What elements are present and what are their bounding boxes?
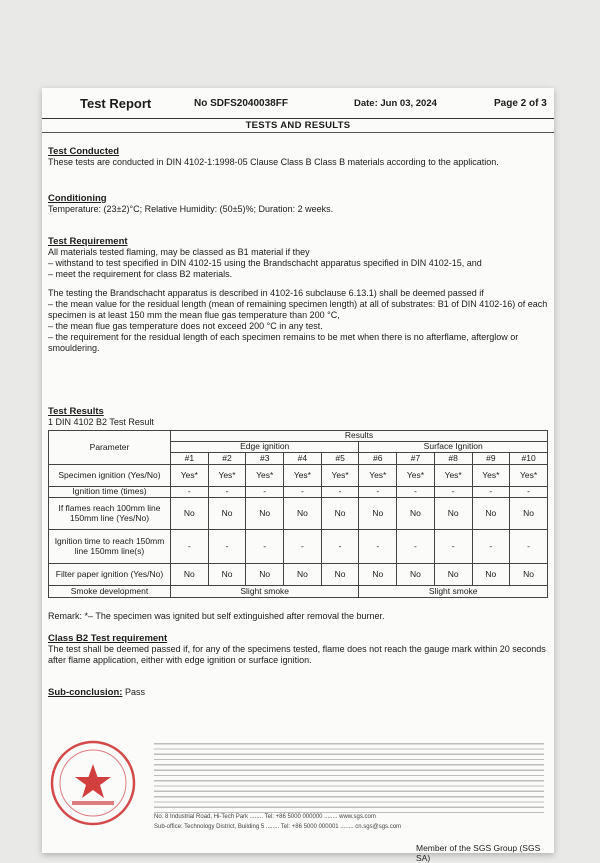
- company-name: Member of the SGS Group (SGS SA): [416, 843, 541, 863]
- result-cell: No: [246, 564, 284, 586]
- specimen-header: #10: [510, 453, 548, 465]
- result-cell: -: [284, 530, 322, 564]
- result-cell: -: [434, 530, 472, 564]
- result-cell: Yes*: [321, 465, 359, 487]
- smoke-edge-cell: Slight smoke: [171, 586, 359, 598]
- test-conducted-section: [48, 146, 548, 168]
- param-cell: If flames reach 100mm line 150mm line (Yes/No): [49, 498, 171, 530]
- contact-info: [154, 812, 549, 832]
- specimen-header: #4: [284, 453, 322, 465]
- conditioning-section: [48, 193, 548, 215]
- result-cell: -: [321, 530, 359, 564]
- result-cell: No: [472, 498, 510, 530]
- result-cell: -: [246, 530, 284, 564]
- result-cell: No: [472, 564, 510, 586]
- report-title: Test Report: [80, 96, 152, 111]
- test-results-heading: [48, 406, 548, 428]
- result-cell: -: [510, 530, 548, 564]
- result-cell: -: [171, 487, 209, 498]
- section-title: Class B2 Test requirement: [48, 633, 168, 644]
- table-row: [49, 465, 548, 487]
- specimen-header: #5: [321, 453, 359, 465]
- result-cell: Yes*: [246, 465, 284, 487]
- result-cell: -: [397, 487, 435, 498]
- result-cell: -: [397, 530, 435, 564]
- result-cell: Yes*: [359, 465, 397, 487]
- param-cell: Specimen ignition (Yes/No): [49, 465, 171, 487]
- page-number: Page 2 of 3: [494, 98, 547, 109]
- param-cell: Ignition time to reach 150mm line 150mm line(s): [49, 530, 171, 564]
- specimen-header: #3: [246, 453, 284, 465]
- requirement-line: The testing the Brandschacht apparatus is described in 4102-16 subclause 6.13.1) shall be deemed passed if: [48, 288, 484, 298]
- result-cell: -: [510, 487, 548, 498]
- table-row: [49, 530, 548, 564]
- edge-ignition-header: Edge ignition: [171, 442, 359, 453]
- result-cell: No: [321, 564, 359, 586]
- result-cell: -: [434, 487, 472, 498]
- result-cell: -: [208, 530, 246, 564]
- result-cell: No: [359, 498, 397, 530]
- param-cell: Smoke development: [49, 586, 171, 598]
- result-cell: Yes*: [434, 465, 472, 487]
- result-cell: No: [246, 498, 284, 530]
- result-cell: -: [359, 487, 397, 498]
- result-cell: No: [171, 564, 209, 586]
- class-b2-requirement-section: [48, 633, 548, 666]
- section-banner: TESTS AND RESULTS: [42, 119, 554, 133]
- param-cell: Ignition time (times): [49, 487, 171, 498]
- section-title: Test Requirement: [48, 236, 128, 247]
- requirement-line: – the requirement for the residual length of each specimen remains to be met when there is no afterflame, afterglow or smouldering.: [48, 332, 519, 353]
- specimen-header: #6: [359, 453, 397, 465]
- result-cell: -: [246, 487, 284, 498]
- specimen-header: #7: [397, 453, 435, 465]
- result-cell: -: [472, 487, 510, 498]
- requirement-line: – the mean flue gas temperature does not exceed 200 °C in any test.: [48, 321, 323, 331]
- result-cell: No: [434, 564, 472, 586]
- contact-line: Sub-office: Technology District, Building 5 ........ Tel: +86 5000 000001 ........ cn.sgs@sgs.com: [154, 824, 402, 830]
- result-cell: No: [397, 498, 435, 530]
- result-cell: -: [171, 530, 209, 564]
- report-date: Date: Jun 03, 2024: [354, 98, 437, 109]
- result-cell: Yes*: [472, 465, 510, 487]
- result-cell: -: [284, 487, 322, 498]
- table-row: [49, 564, 548, 586]
- section-title: Conditioning: [48, 193, 107, 204]
- report-header: [42, 88, 554, 119]
- result-cell: -: [321, 487, 359, 498]
- result-cell: Yes*: [510, 465, 548, 487]
- result-cell: Yes*: [171, 465, 209, 487]
- result-cell: Yes*: [397, 465, 435, 487]
- test-requirement-section: [48, 236, 548, 354]
- result-cell: -: [359, 530, 397, 564]
- result-cell: No: [510, 564, 548, 586]
- smoke-surface-cell: Slight smoke: [359, 586, 548, 598]
- specimen-header: #8: [434, 453, 472, 465]
- surface-ignition-header: Surface Ignition: [359, 442, 548, 453]
- requirement-line: All materials tested flaming, may be classed as B1 material if they: [48, 247, 310, 257]
- section-text: The test shall be deemed passed if, for any of the specimens tested, flame does not reach the gauge mark within 20 seconds after flame application, either with edge ignition or surface ignition.: [48, 644, 546, 665]
- results-header: Results: [171, 431, 548, 442]
- report-page: [42, 88, 554, 863]
- sub-conclusion: [48, 687, 548, 698]
- result-cell: No: [359, 564, 397, 586]
- smoke-row: [49, 586, 548, 598]
- result-cell: No: [321, 498, 359, 530]
- spacer: [48, 280, 548, 288]
- result-cell: No: [208, 498, 246, 530]
- requirement-line: – withstand to test specified in DIN 4102-15 using the Brandschacht apparatus specified in DIN 4102-15, and: [48, 258, 482, 268]
- param-cell: Filter paper ignition (Yes/No): [49, 564, 171, 586]
- requirement-line: – meet the requirement for class B2 materials.: [48, 269, 233, 279]
- results-table: [48, 430, 548, 598]
- specimen-header: #2: [208, 453, 246, 465]
- contact-line: No. 8 Industrial Road, Hi-Tech Park ........ Tel: +86 5000 000000 ........ www.sgs.com: [154, 814, 376, 820]
- conclusion-value: Pass: [124, 687, 145, 697]
- legal-disclaimer-text: [154, 743, 544, 813]
- specimen-header: #9: [472, 453, 510, 465]
- result-cell: No: [397, 564, 435, 586]
- result-cell: No: [284, 498, 322, 530]
- section-text: These tests are conducted in DIN 4102-1:1998-05 Clause Class B Class B materials according to the application.: [48, 157, 499, 167]
- section-text: Temperature: (23±2)°C; Relative Humidity: (50±5)%; Duration: 2 weeks.: [48, 204, 334, 214]
- table-row: [49, 498, 548, 530]
- result-cell: No: [434, 498, 472, 530]
- remark: Remark: *– The specimen was ignited but self extinguished after removal the burner.: [48, 611, 385, 621]
- results-subtitle: 1 DIN 4102 B2 Test Result: [48, 417, 154, 427]
- result-cell: Yes*: [284, 465, 322, 487]
- result-cell: Yes*: [208, 465, 246, 487]
- result-cell: No: [510, 498, 548, 530]
- official-seal-stamp: [48, 738, 138, 828]
- table-row: [49, 487, 548, 498]
- report-number: No SDFS2040038FF: [194, 98, 288, 109]
- specimen-header: #1: [171, 453, 209, 465]
- result-cell: No: [208, 564, 246, 586]
- param-header: Parameter: [49, 431, 171, 465]
- result-cell: No: [284, 564, 322, 586]
- conclusion-label: Sub-conclusion:: [48, 687, 123, 698]
- result-cell: -: [208, 487, 246, 498]
- requirement-line: – the mean value for the residual length (mean of remaining specimen length) at all of substrates: B1 of DIN 4102-16) of each specimen is at least 150 mm the mean flue gas temperature than 200 °C,: [48, 299, 548, 320]
- section-title: Test Results: [48, 406, 104, 417]
- result-cell: -: [472, 530, 510, 564]
- section-title: Test Conducted: [48, 146, 120, 157]
- result-cell: No: [171, 498, 209, 530]
